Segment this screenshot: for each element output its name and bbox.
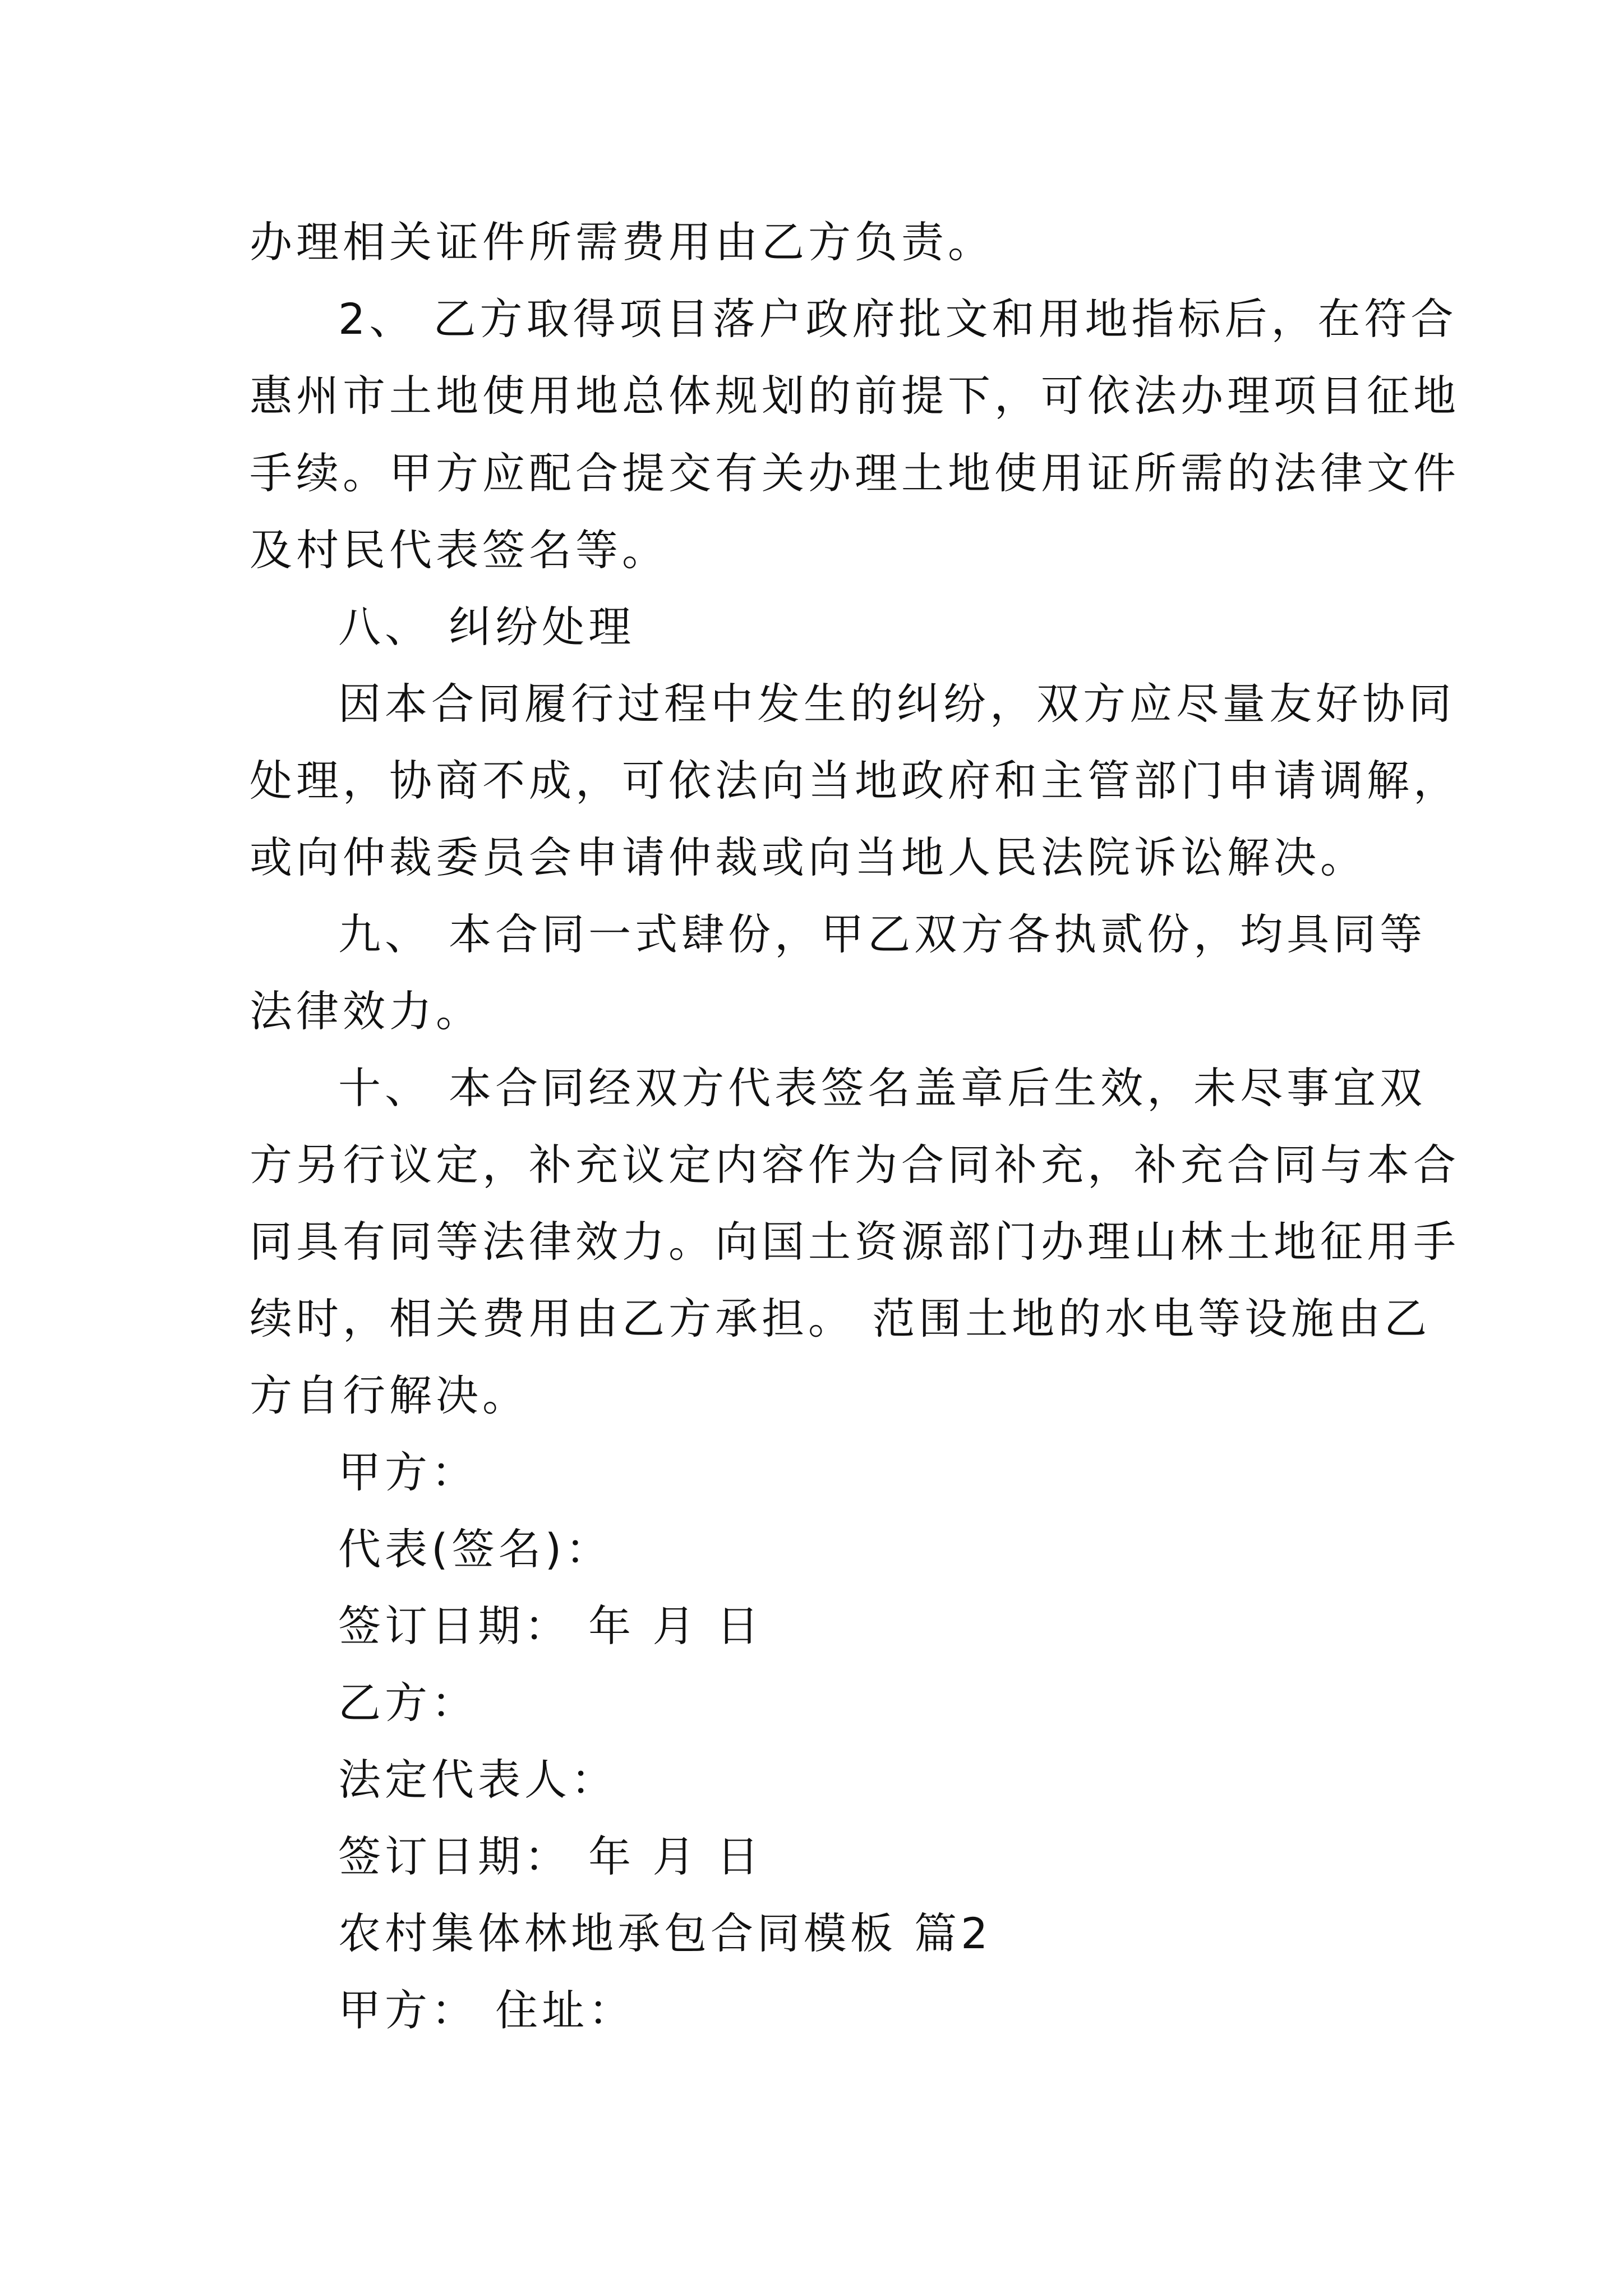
text-line: 续时，相关费用由乙方承担。 范围土地的水电等设施由乙 — [250, 1294, 1431, 1343]
template-title: 农村集体林地承包合同模板 篇2 — [338, 1908, 992, 1958]
text-line: 处理，协商不成，可依法向当地政府和主管部门申请调解， — [250, 756, 1460, 806]
text-line: 惠州市土地使用地总体规划的前提下，可依法办理项目征地 — [250, 371, 1460, 421]
text-line: 或向仲裁委员会申请仲裁或向当地人民法院诉讼解决。 — [250, 832, 1367, 882]
text-line: 及村民代表签名等。 — [250, 525, 668, 575]
text-line: 办理相关证件所需费用由乙方负责。 — [250, 217, 994, 267]
party-b-label: 乙方： — [338, 1678, 478, 1728]
signing-date-label: 签订日期： 年 月 日 — [338, 1601, 763, 1651]
party-a-address-label: 甲方： 住址： — [338, 1985, 635, 2035]
text-line: 因本合同履行过程中发生的纠纷，双方应尽量友好协同 — [338, 679, 1455, 729]
text-line: 2、 乙方取得项目落户政府批文和用地指标后，在符合 — [338, 294, 1458, 344]
text-line: 九、 本合同一式肆份，甲乙双方各执贰份，均具同等 — [338, 909, 1427, 959]
section-heading: 八、 纠纷处理 — [338, 602, 635, 652]
text-line: 法律效力。 — [250, 986, 482, 1036]
text-line: 十、 本合同经双方代表签名盖章后生效，未尽事宜双 — [338, 1063, 1427, 1113]
signing-date-label: 签订日期： 年 月 日 — [338, 1832, 763, 1881]
text-line: 方另行议定，补充议定内容作为合同补充，补充合同与本合 — [250, 1140, 1460, 1190]
legal-representative-label: 法定代表人： — [338, 1755, 617, 1805]
text-line: 方自行解决。 — [250, 1370, 529, 1420]
text-line: 手续。甲方应配合提交有关办理土地使用证所需的法律文件 — [250, 448, 1460, 498]
text-line: 同具有同等法律效力。向国土资源部门办理山林土地征用手 — [250, 1217, 1460, 1267]
party-a-label: 甲方： — [338, 1447, 478, 1497]
representative-signature-label: 代表(签名)： — [338, 1524, 612, 1574]
